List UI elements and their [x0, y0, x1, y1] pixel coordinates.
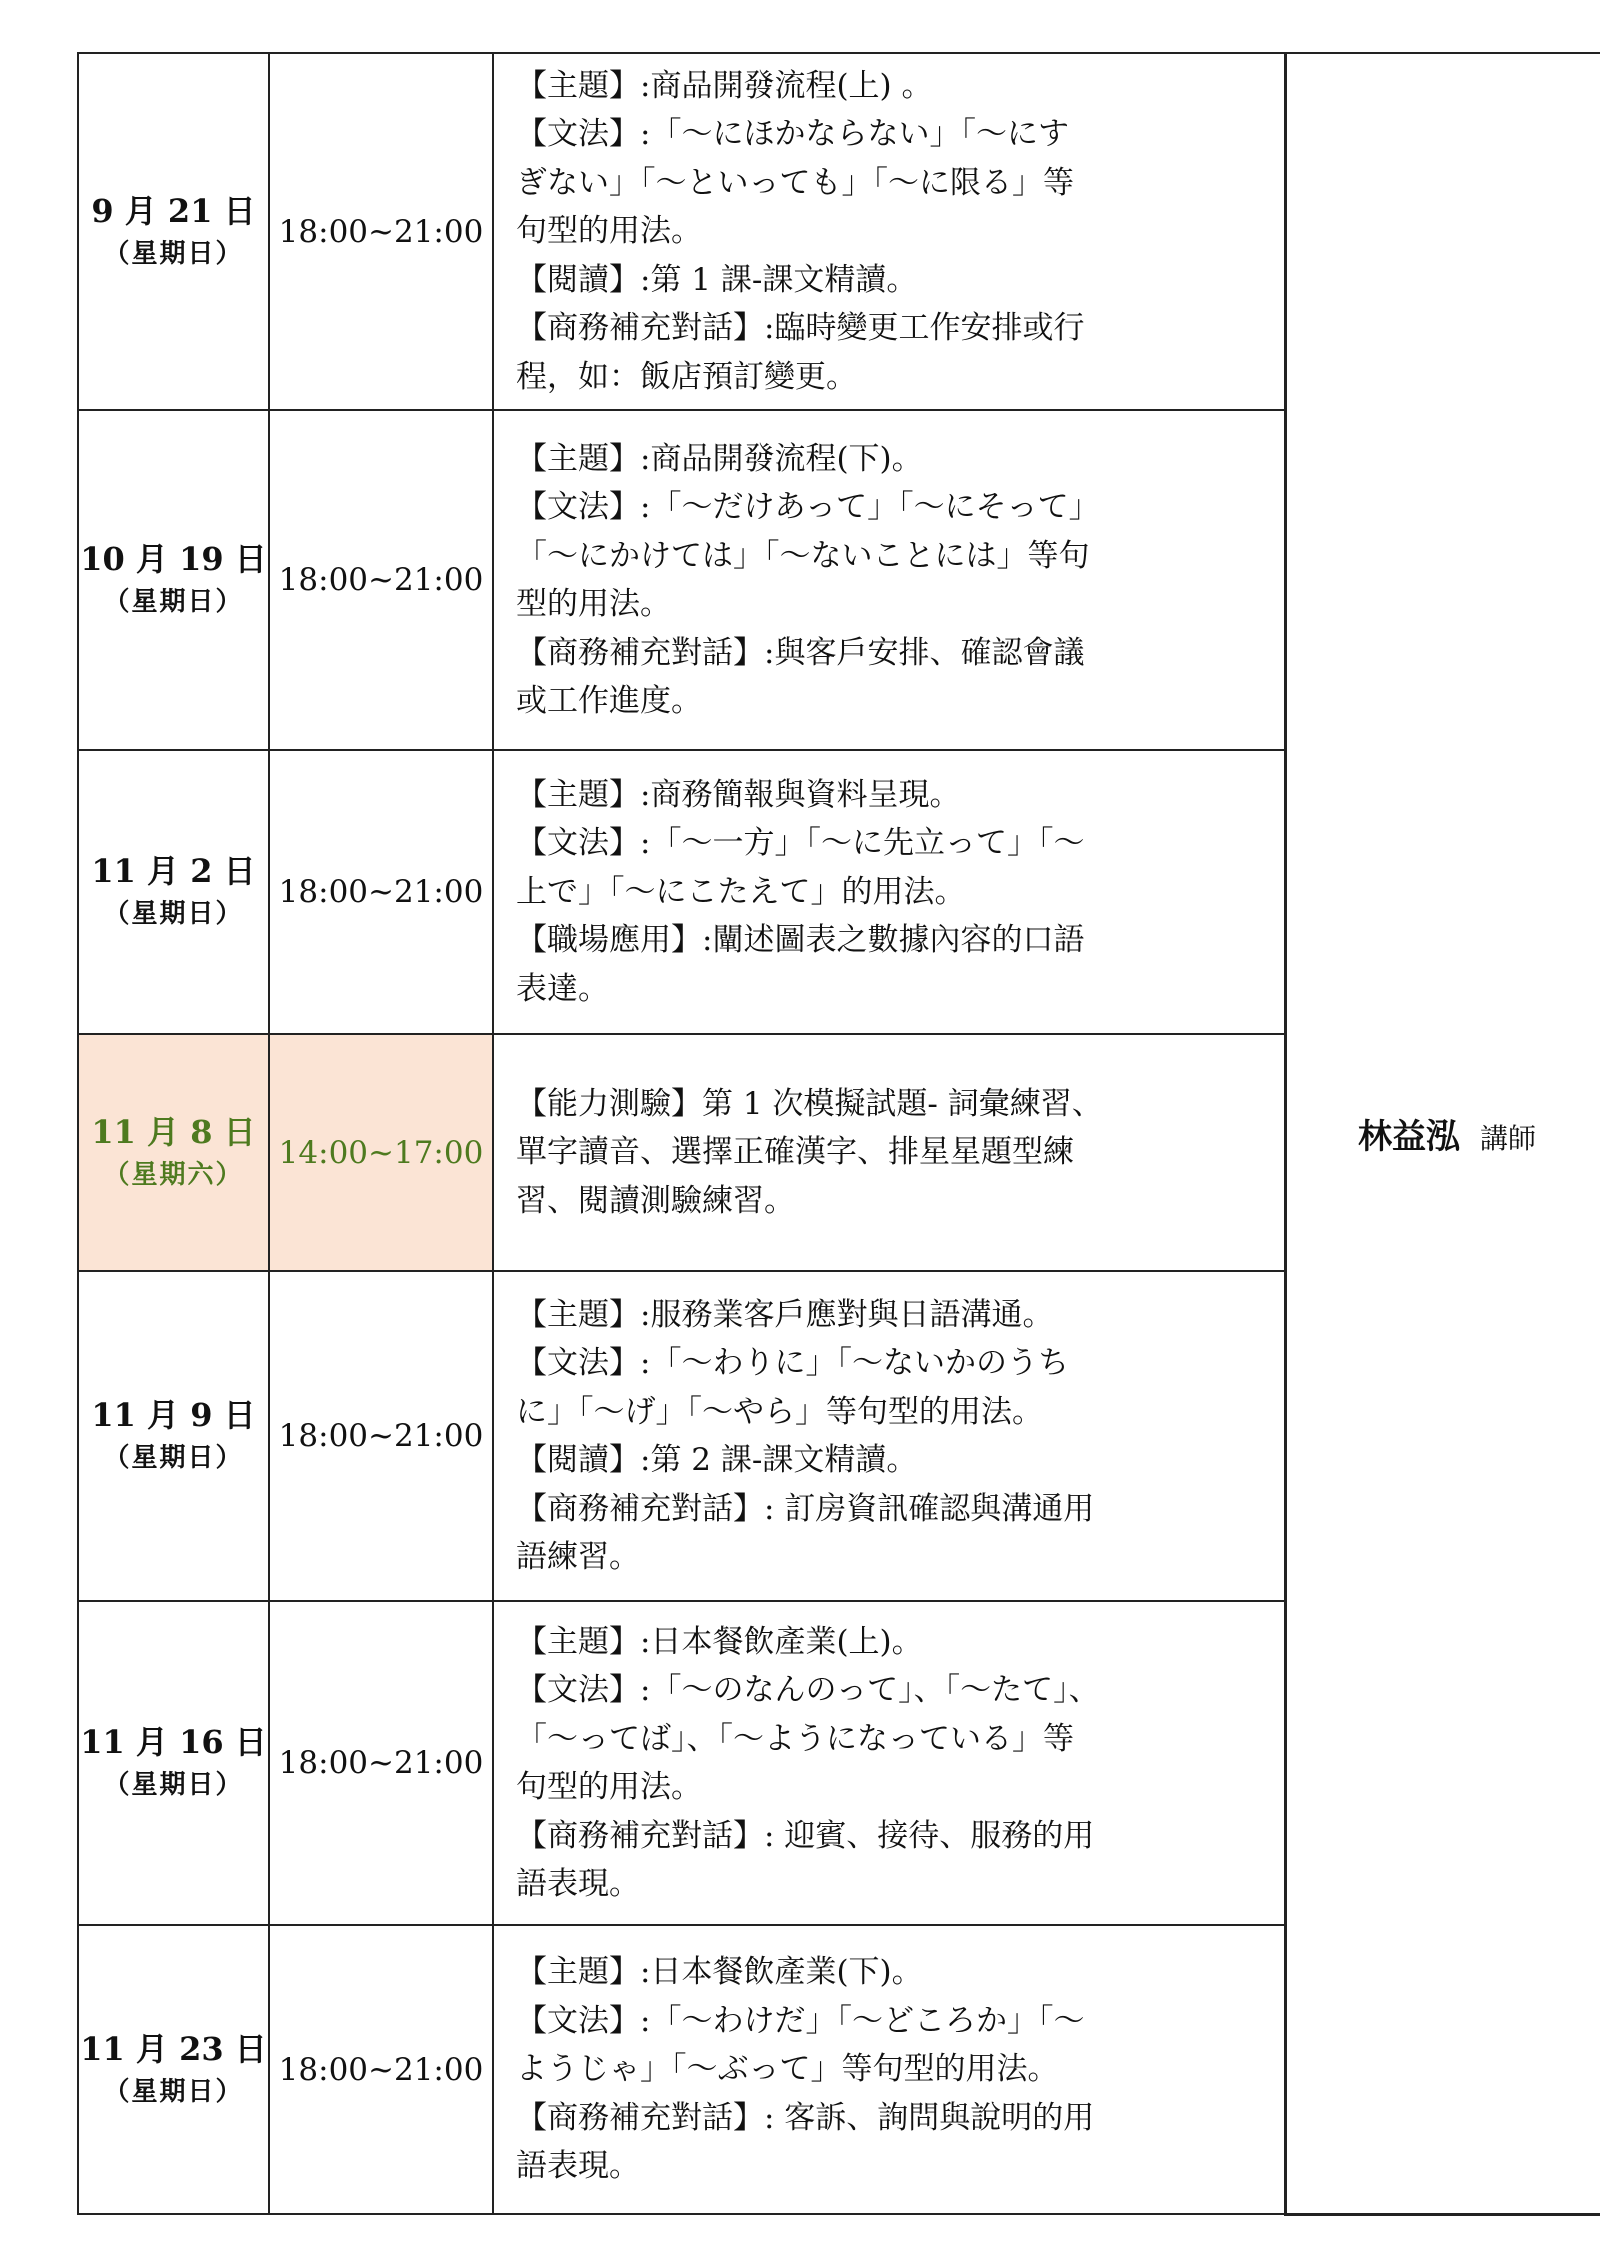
content-line: 【主題】:服務業客戶應對與日語溝通。 — [516, 1296, 1054, 1333]
session-content — [493, 1925, 1286, 2214]
session-weekday: （星期日） — [103, 1770, 244, 1800]
content-line: 上で」「～にこたえて」的用法。 — [516, 873, 966, 910]
schedule-table — [77, 52, 1600, 2216]
content-line: 【商務補充對話】: 客訴、詢問與說明的用 — [516, 2099, 1095, 2136]
content-line: 【文法】:「～にほかならない」「～にす — [516, 116, 1069, 153]
session-content — [493, 1601, 1286, 1925]
session-weekday: （星期日） — [103, 238, 244, 269]
content-line: に」「～げ」「～やら」等句型的用法。 — [516, 1393, 1043, 1430]
session-content — [493, 1271, 1286, 1601]
session-time: 18:00~21:00 — [269, 53, 493, 410]
content-line: 【商務補充對話】: 迎賓、接待、服務的用 — [516, 1817, 1095, 1854]
content-line: 或工作進度。 — [516, 683, 702, 719]
content-line: 【文法】:「～わけだ」「～どころか」「～ — [516, 2002, 1085, 2039]
session-date-cell — [78, 750, 269, 1034]
content-line: 【文法】:「～のなんのって」、「～たて」、 — [516, 1672, 1100, 1708]
session-row — [78, 53, 1600, 410]
session-weekday: （星期六） — [103, 1159, 244, 1190]
content-line: 「～にかけては」「～ないことには」等句 — [516, 537, 1090, 574]
session-weekday: （星期日） — [103, 2076, 244, 2107]
session-date: 10 月 19 日 — [80, 540, 267, 578]
session-time: 18:00~21:00 — [269, 750, 493, 1034]
session-date: 11 月 8 日 — [91, 1112, 256, 1151]
content-line: ようじゃ」「～ぶって」等句型的用法。 — [516, 2051, 1059, 2088]
content-line: 【主題】:商品開發流程(上) 。 — [516, 67, 933, 104]
session-date: 11 月 9 日 — [91, 1396, 256, 1434]
content-line: 程，如：飯店預訂變更。 — [516, 358, 857, 395]
session-content — [493, 53, 1286, 410]
content-line: 【商務補充對話】:與客戶安排、確認會議 — [516, 634, 1085, 671]
session-content — [493, 1034, 1286, 1271]
content-line: 【閱讀】:第 1 課-課文精讀。 — [516, 261, 918, 298]
session-time: 18:00~21:00 — [269, 1601, 493, 1925]
content-line: 【主題】:商品開發流程(下)。 — [516, 440, 923, 477]
content-line: 句型的用法。 — [516, 213, 702, 250]
session-date-cell — [78, 53, 269, 410]
session-date-cell — [78, 410, 269, 750]
content-line: 「～ってば」、「～ようになっている」等 — [516, 1720, 1074, 1757]
session-date-cell — [78, 1271, 269, 1601]
teacher-name: 林益泓 — [1357, 1116, 1460, 1157]
content-line: 表達。 — [516, 970, 609, 1007]
content-line: 【文法】:「～一方」「～に先立って」「～ — [516, 825, 1085, 862]
content-line: 【商務補充對話】: 訂房資訊確認與溝通用 — [516, 1490, 1095, 1527]
session-time: 18:00~21:00 — [269, 410, 493, 750]
content-line: 【文法】:「～だけあって」「～にそって」 — [516, 489, 1100, 525]
session-time: 14:00~17:00 — [269, 1034, 493, 1271]
session-date-cell — [78, 1601, 269, 1925]
content-line: 語練習。 — [516, 1539, 640, 1575]
session-date: 11 月 16 日 — [80, 1723, 267, 1761]
session-time: 18:00~21:00 — [269, 1271, 493, 1601]
content-line: 【閱讀】:第 2 課-課文精讀。 — [516, 1442, 918, 1478]
content-line: 【文法】:「～わりに」「～ないかのうち — [516, 1345, 1069, 1381]
content-line: 習、閱讀測驗練習。 — [516, 1182, 795, 1219]
content-line: 【職場應用】:闡述圖表之數據內容的口語 — [516, 922, 1085, 959]
content-line: ぎない」「～といっても」「～に限る」等 — [516, 164, 1074, 201]
schedule-body — [78, 53, 1600, 2214]
content-line: 型的用法。 — [516, 586, 671, 622]
session-time: 18:00~21:00 — [269, 1925, 493, 2214]
content-line: 【主題】:日本餐飲產業(下)。 — [516, 1954, 923, 1991]
session-weekday: （星期日） — [103, 587, 244, 617]
content-line: 【主題】:日本餐飲產業(上)。 — [516, 1623, 923, 1660]
content-line: 語表現。 — [516, 1866, 640, 1902]
teacher-cell — [1286, 53, 1600, 2214]
content-line: 【主題】:商務簡報與資料呈現。 — [516, 776, 961, 813]
session-date: 9 月 21 日 — [91, 191, 256, 230]
session-content — [493, 410, 1286, 750]
teacher-title: 講師 — [1479, 1121, 1536, 1155]
session-content — [493, 750, 1286, 1034]
content-line: 語表現。 — [516, 2148, 640, 2185]
session-date: 11 月 2 日 — [91, 852, 256, 890]
session-weekday: （星期日） — [103, 899, 244, 929]
content-line: 【商務補充對話】:臨時變更工作安排或行 — [516, 310, 1085, 347]
session-date: 11 月 23 日 — [80, 2029, 267, 2068]
content-line: 單字讀音、選擇正確漢字、排星星題型練 — [516, 1134, 1074, 1171]
content-line: 句型的用法。 — [516, 1769, 702, 1805]
content-line: 【能力測驗】第 1 次模擬試題- 詞彙練習、 — [516, 1085, 1103, 1122]
session-date-cell — [78, 1034, 269, 1271]
session-date-cell — [78, 1925, 269, 2214]
session-weekday: （星期日） — [103, 1443, 244, 1473]
